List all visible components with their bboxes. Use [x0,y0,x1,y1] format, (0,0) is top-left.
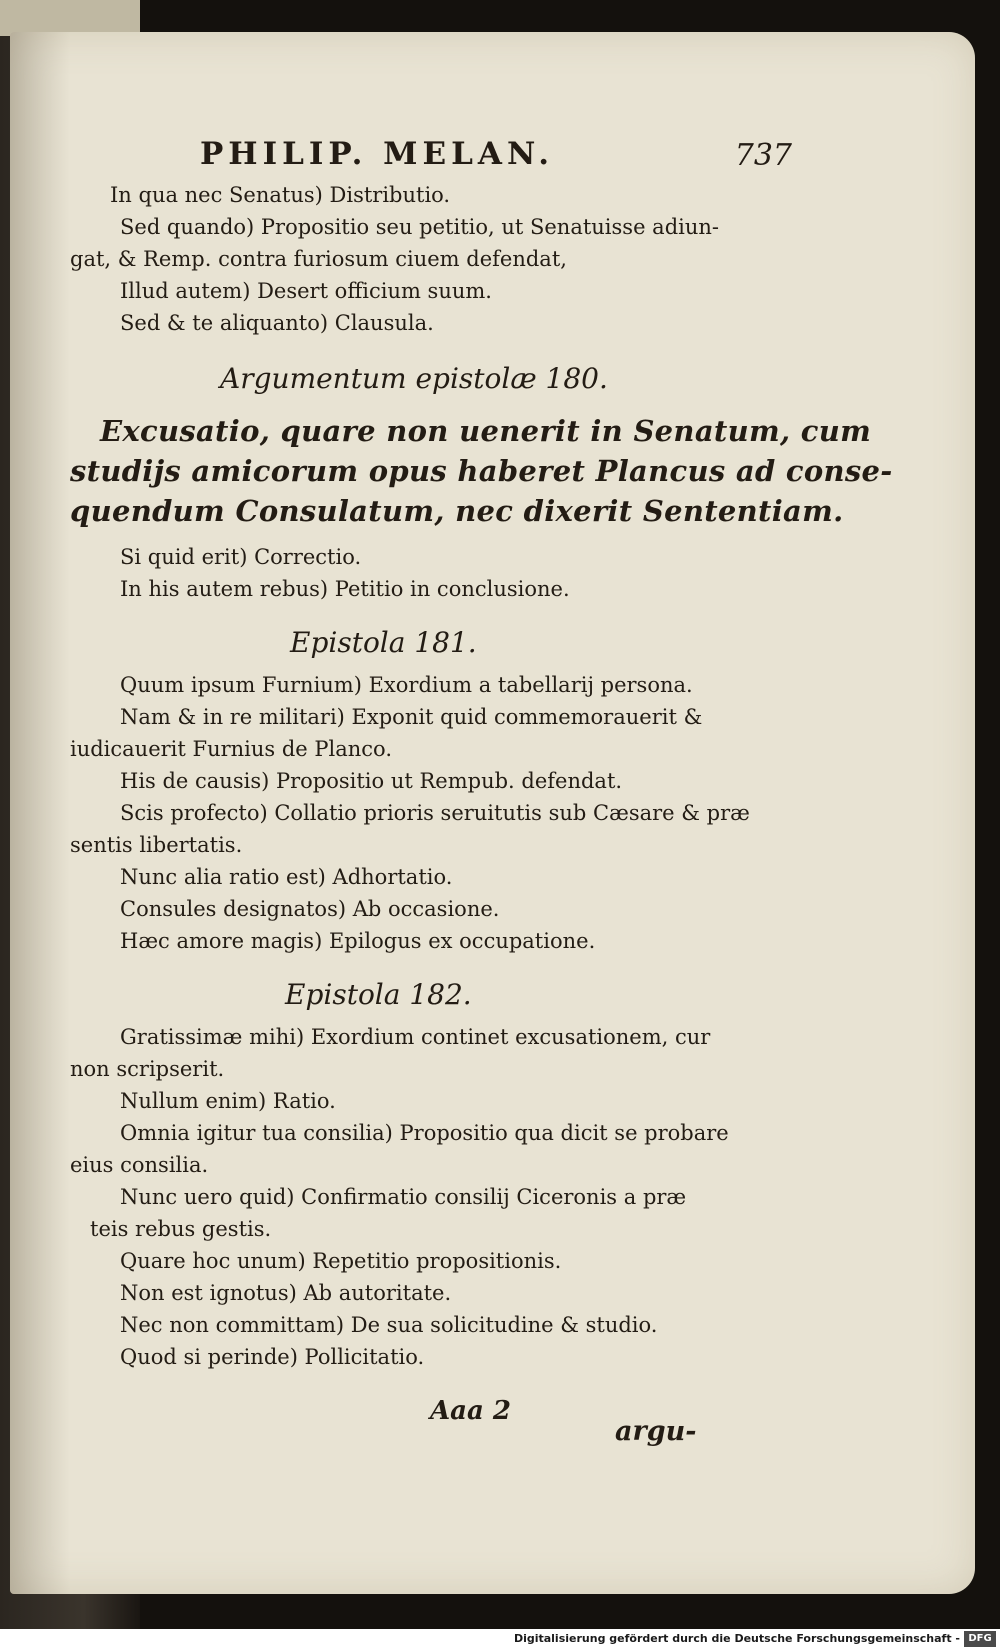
text-line: Nullum enim) Ratio. [120,1089,336,1113]
section-heading: Epistola 182. [285,978,472,1011]
running-head [200,132,792,176]
text-line: Nam & in re militari) Exponit quid commemorauerit & [120,705,703,729]
summary-line: studijs amicorum opus haberet Plancus ad conse- [70,454,893,488]
text-line: Quum ipsum Furnium) Exordium a tabellarij persona. [120,673,693,697]
running-head-title: PHILIP. MELAN. [200,136,555,172]
text-line: In his autem rebus) Petitio in conclusione. [120,577,570,601]
cover-corner [0,0,140,36]
text-line: Nunc alia ratio est) Adhortatio. [120,865,453,889]
text-line: gat, & Remp. contra furiosum ciuem defendat, [70,247,567,271]
signature-mark: Aaa 2 [430,1396,512,1426]
page-gutter-shadow [10,32,70,1594]
text-line: iudicauerit Furnius de Planco. [70,737,393,761]
text-line: In qua nec Senatus) Distributio. [110,183,451,207]
text-line: Consules designatos) Ab occasione. [120,897,500,921]
page-text-block [70,132,893,1447]
summary-line: Excusatio, quare non uenerit in Senatum, cum [100,414,872,448]
text-line: eius consilia. [70,1153,209,1177]
text-line: Omnia igitur tua consilia) Propositio qua dicit se probare [120,1121,729,1145]
text-line: non scripserit. [70,1057,225,1081]
text-line: His de causis) Propositio ut Rempub. defendat. [120,769,623,793]
text-line: Sed & te aliquanto) Clausula. [120,311,434,335]
text-line: Si quid erit) Correctio. [120,545,362,569]
dfg-logo-icon: DFG [964,1631,996,1647]
text-line: Gratissimæ mihi) Exordium continet excusationem, cur [120,1025,711,1049]
text-line: sentis libertatis. [70,833,243,857]
section-heading: Epistola 181. [290,626,477,659]
text-line: teis rebus gestis. [90,1217,272,1241]
text-line: Hæc amore magis) Epilogus ex occupatione. [120,929,596,953]
text-line: Quod si perinde) Pollicitatio. [120,1345,425,1369]
text-line: Sed quando) Propositio seu petitio, ut Senatuisse adiun- [120,215,720,239]
text-line: Nunc uero quid) Confirmatio consilij Ciceronis a præ [120,1185,687,1209]
summary-line: quendum Consulatum, nec dixerit Sententiam. [70,494,844,528]
catchword: argu- [615,1416,697,1447]
text-line: Scis profecto) Collatio prioris seruitutis sub Cæsare & præ [120,801,750,825]
digitization-credit: Digitalisierung gefördert durch die Deutsche Forschungsgemeinschaft - [513,1632,960,1645]
text-line: Non est ignotus) Ab autoritate. [120,1281,452,1305]
text-line: Quare hoc unum) Repetitio propositionis. [120,1249,562,1273]
section-heading: Argumentum epistolæ 180. [220,362,608,395]
book-page [10,32,975,1594]
text-line: Illud autem) Desert officium suum. [120,279,492,303]
digitization-credit-bar [0,1629,1000,1650]
page-number: 737 [734,138,792,173]
text-line: Nec non committam) De sua solicitudine & studio. [120,1313,658,1337]
